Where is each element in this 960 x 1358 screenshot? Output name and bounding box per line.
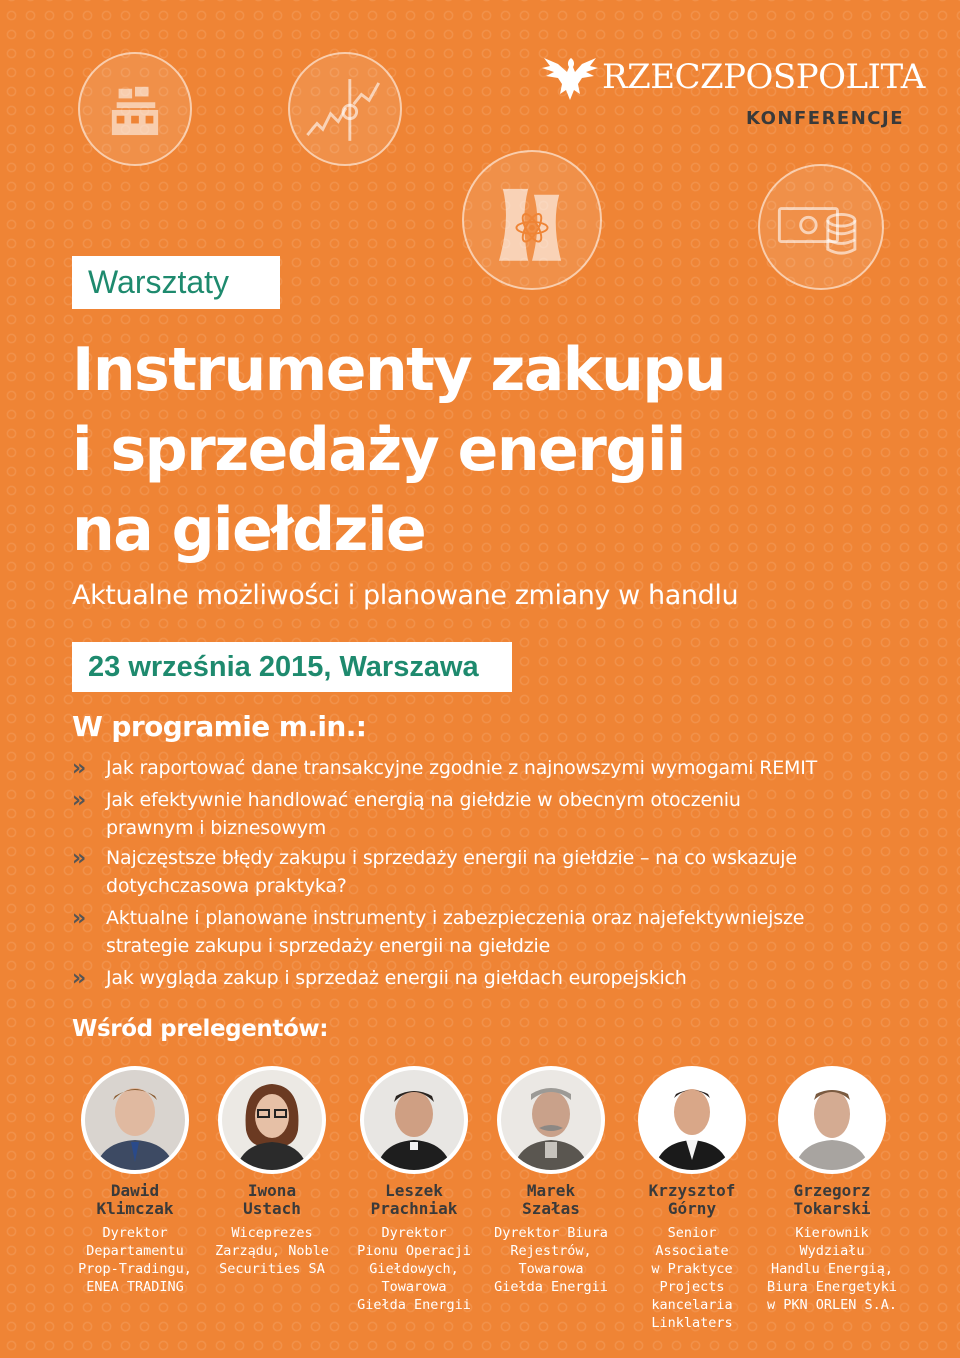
speaker-role-line: Rejestrów, (510, 1243, 592, 1259)
speaker-role-line: Wydziału (799, 1243, 865, 1259)
speaker-role-line: Dyrektor (381, 1225, 447, 1241)
factory-icon (78, 52, 192, 166)
event-date-place: 23 września 2015, Warszawa (72, 642, 512, 692)
program-item-line: strategie zakupu i sprzedaży energii na giełdzie (106, 935, 551, 957)
program-heading: W programie m.in.: (72, 710, 367, 743)
speaker-role-line: Departamentu (86, 1243, 184, 1259)
title-line: Instrumenty zakupu (72, 335, 726, 405)
speaker-role-line: Associate (655, 1243, 729, 1259)
speaker-role-line: Biura Energetyki (766, 1279, 898, 1295)
speaker-first-name: Marek (526, 1181, 576, 1200)
speaker-first-name: Dawid (110, 1181, 160, 1200)
speaker-role-line: Towarowa (381, 1279, 447, 1295)
title-line: na giełdzie (72, 495, 426, 565)
chevron-bullet-icon: » (72, 756, 84, 781)
speaker-photo (778, 1066, 886, 1174)
speaker-role-line: Dyrektor (102, 1225, 168, 1241)
rzeczpospolita-logo (540, 50, 925, 134)
chevron-bullet-icon: » (72, 788, 84, 813)
speaker-last-name: Górny (667, 1199, 717, 1218)
program-item-line: dotychczasowa praktyka? (106, 875, 347, 897)
speakers-heading: Wśród prelegentów: (72, 1016, 329, 1042)
speaker-role-line: Kierownik (795, 1225, 869, 1241)
speaker-card (197, 1066, 347, 1278)
speaker-first-name: Krzysztof (648, 1181, 736, 1200)
program-item-line: Najczęstsze błędy zakupu i sprzedaży energii na giełdzie – na co wskazuje (106, 847, 797, 869)
program-item-line: Jak efektywnie handlować energią na giełdzie w obecnym otoczeniu (106, 789, 741, 811)
speaker-role-line: w Praktyce (651, 1261, 733, 1277)
speaker-card (617, 1066, 767, 1332)
speaker-card (60, 1066, 210, 1296)
speaker-role-line: Handlu Energią, (771, 1261, 893, 1277)
speaker-role-line: Linklaters (651, 1315, 733, 1331)
program-item-line: prawnym i biznesowym (106, 817, 327, 839)
speaker-first-name: Leszek (385, 1181, 443, 1200)
stock-chart-icon (288, 52, 402, 166)
brand-subtitle: KONFERENCJE (745, 108, 904, 129)
speaker-photo (81, 1066, 189, 1174)
speaker-last-name: Prachniak (370, 1199, 458, 1218)
program-item-line: Jak raportować dane transakcyjne zgodnie z najnowszymi wymogami REMIT (106, 757, 818, 779)
speaker-card (757, 1066, 907, 1314)
title-line: i sprzedaży energii (72, 415, 685, 485)
speaker-card (476, 1066, 626, 1296)
speaker-photo (218, 1066, 326, 1174)
program-item-line: Jak wygląda zakup i sprzedaż energii na giełdach europejskich (106, 967, 687, 989)
chevron-bullet-icon: » (72, 906, 84, 931)
speaker-role-line: Giełda Energii (494, 1279, 608, 1295)
speaker-photo (360, 1066, 468, 1174)
speaker-last-name: Klimczak (96, 1199, 174, 1218)
speaker-role-line: Zarządu, Noble (215, 1243, 329, 1259)
speaker-role-line: Towarowa (518, 1261, 584, 1277)
chevron-bullet-icon: » (72, 966, 84, 991)
speaker-role-line: Securities SA (219, 1261, 325, 1277)
speaker-role-line: Giełda Energii (357, 1297, 471, 1313)
speaker-role-line: w PKN ORLEN S.A. (766, 1297, 898, 1313)
chevron-bullet-icon: » (72, 846, 84, 871)
speaker-last-name: Ustach (243, 1199, 301, 1218)
speaker-role-line: Senior (667, 1225, 717, 1241)
speaker-role-line: kancelaria (651, 1297, 733, 1313)
event-subtitle: Aktualne możliwości i planowane zmiany w handlu (72, 580, 739, 611)
speaker-photo (497, 1066, 605, 1174)
brand-name: RZECZPOSPOLITA (602, 57, 925, 97)
speaker-role-line: Dyrektor Biura (494, 1225, 608, 1241)
speaker-role-line: Giełdowych, (369, 1261, 459, 1277)
speaker-role-line: Prop-Tradingu, (78, 1261, 192, 1277)
eagle-logo-icon (540, 50, 602, 106)
speaker-card (339, 1066, 489, 1314)
speaker-photo (638, 1066, 746, 1174)
money-database-icon (758, 164, 884, 290)
speaker-role-line: Projects (659, 1279, 725, 1295)
nuclear-plant-icon (462, 150, 602, 290)
event-title (72, 330, 932, 570)
event-type-label: Warsztaty (72, 256, 280, 309)
speaker-role-line: Wiceprezes (231, 1225, 313, 1241)
speaker-role-line: Pionu Operacji (357, 1243, 471, 1259)
speaker-last-name: Tokarski (793, 1199, 871, 1218)
speaker-first-name: Iwona (247, 1181, 297, 1200)
speaker-last-name: Szałas (522, 1199, 580, 1218)
speaker-role-line: ENEA TRADING (86, 1279, 184, 1295)
speaker-first-name: Grzegorz (793, 1181, 871, 1200)
program-item-line: Aktualne i planowane instrumenty i zabezpieczenia oraz najefektywniejsze (106, 907, 805, 929)
